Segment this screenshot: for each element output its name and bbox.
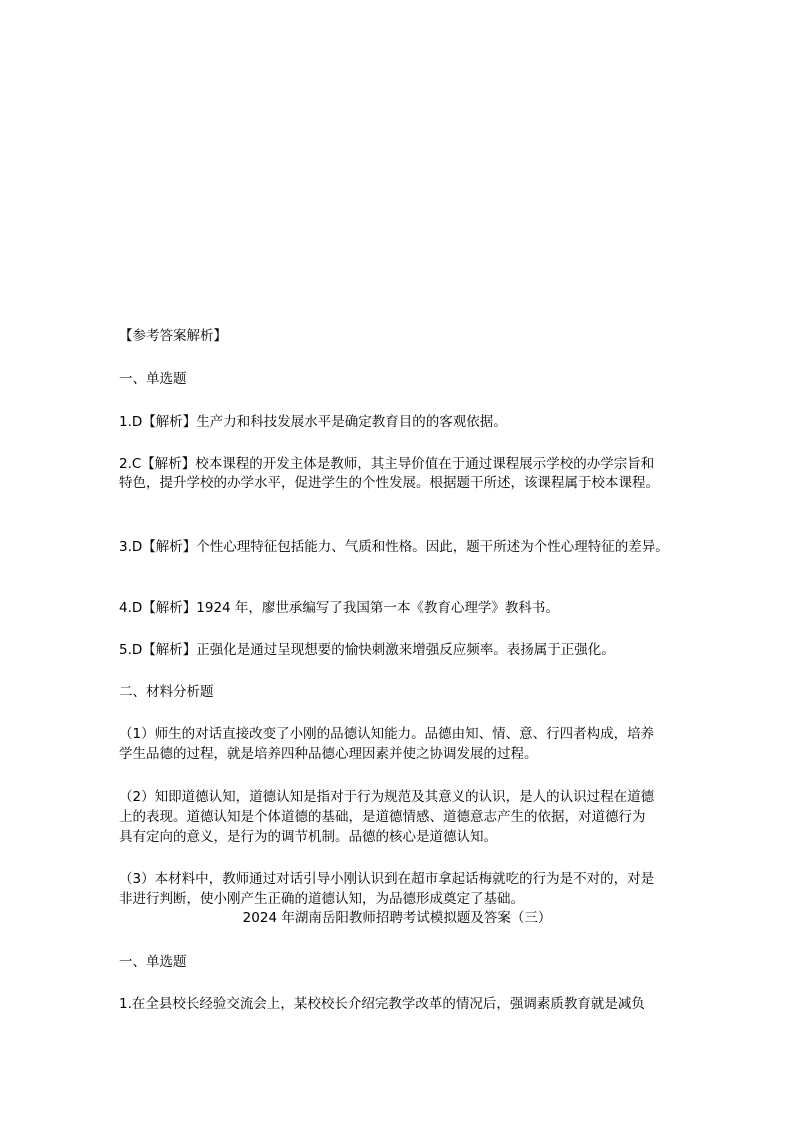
section-title-single-choice: 一、单选题 [119, 371, 187, 387]
answer-q2-line1: 2.C【解析】校本课程的开发主体是教师，其主导价值在于通过课程展示学校的办学宗旨和 [119, 456, 655, 472]
exam-title: 2024 年湖南岳阳教师招聘考试模拟题及答案（三） [242, 910, 552, 926]
answer-analysis-1-line2: 学生品德的过程，就是培养四种品德心理因素并使之协调发展的过程。 [119, 746, 538, 762]
answer-q1: 1.D【解析】生产力和科技发展水平是确定教育目的的客观依据。 [119, 414, 507, 430]
answer-analysis-1-line1: （1）师生的对话直接改变了小刚的品德认知能力。品德由知、情、意、行四者构成，培养 [119, 726, 655, 742]
answer-analysis-3-line1: （3）本材料中，教师通过对话引导小刚认识到在超市拿起话梅就吃的行为是不对的，对是 [119, 871, 655, 887]
question-1-line1: 1.在全县校长经验交流会上，某校校长介绍完教学改革的情况后，强调素质教育就是减负 [119, 996, 645, 1012]
answer-analysis-2-line1: （2）知即道德认知，道德认知是指对于行为规范及其意义的认识，是人的认识过程在道德 [119, 789, 655, 805]
section-title-material-analysis: 二、材料分析题 [119, 684, 214, 700]
answer-analysis-3-line2: 非进行判断，使小刚产生正确的道德认知，为品德形成奠定了基础。 [119, 891, 524, 907]
answer-heading: 【参考答案解析】 [119, 328, 227, 344]
answer-q3: 3.D【解析】个性心理特征包括能力、气质和性格。因此，题干所述为个性心理特征的差异。 [119, 539, 669, 555]
answer-q2-line2: 特色，提升学校的办学水平，促进学生的个性发展。根据题干所述，该课程属于校本课程。 [119, 475, 659, 491]
answer-analysis-2-line3: 具有定向的意义，是行为的调节机制。品德的核心是道德认知。 [119, 829, 497, 845]
answer-q4: 4.D【解析】1924 年，廖世承编写了我国第一本《教育心理学》教科书。 [119, 600, 559, 616]
answer-analysis-2-line2: 上的表现。道德认知是个体道德的基础，是道德情感、道德意志产生的依据，对道德行为 [119, 809, 646, 825]
section-title-single-choice-2: 一、单选题 [119, 954, 187, 970]
answer-q5: 5.D【解析】正强化是通过呈现想要的愉快刺激来增强反应频率。表扬属于正强化。 [119, 642, 615, 658]
